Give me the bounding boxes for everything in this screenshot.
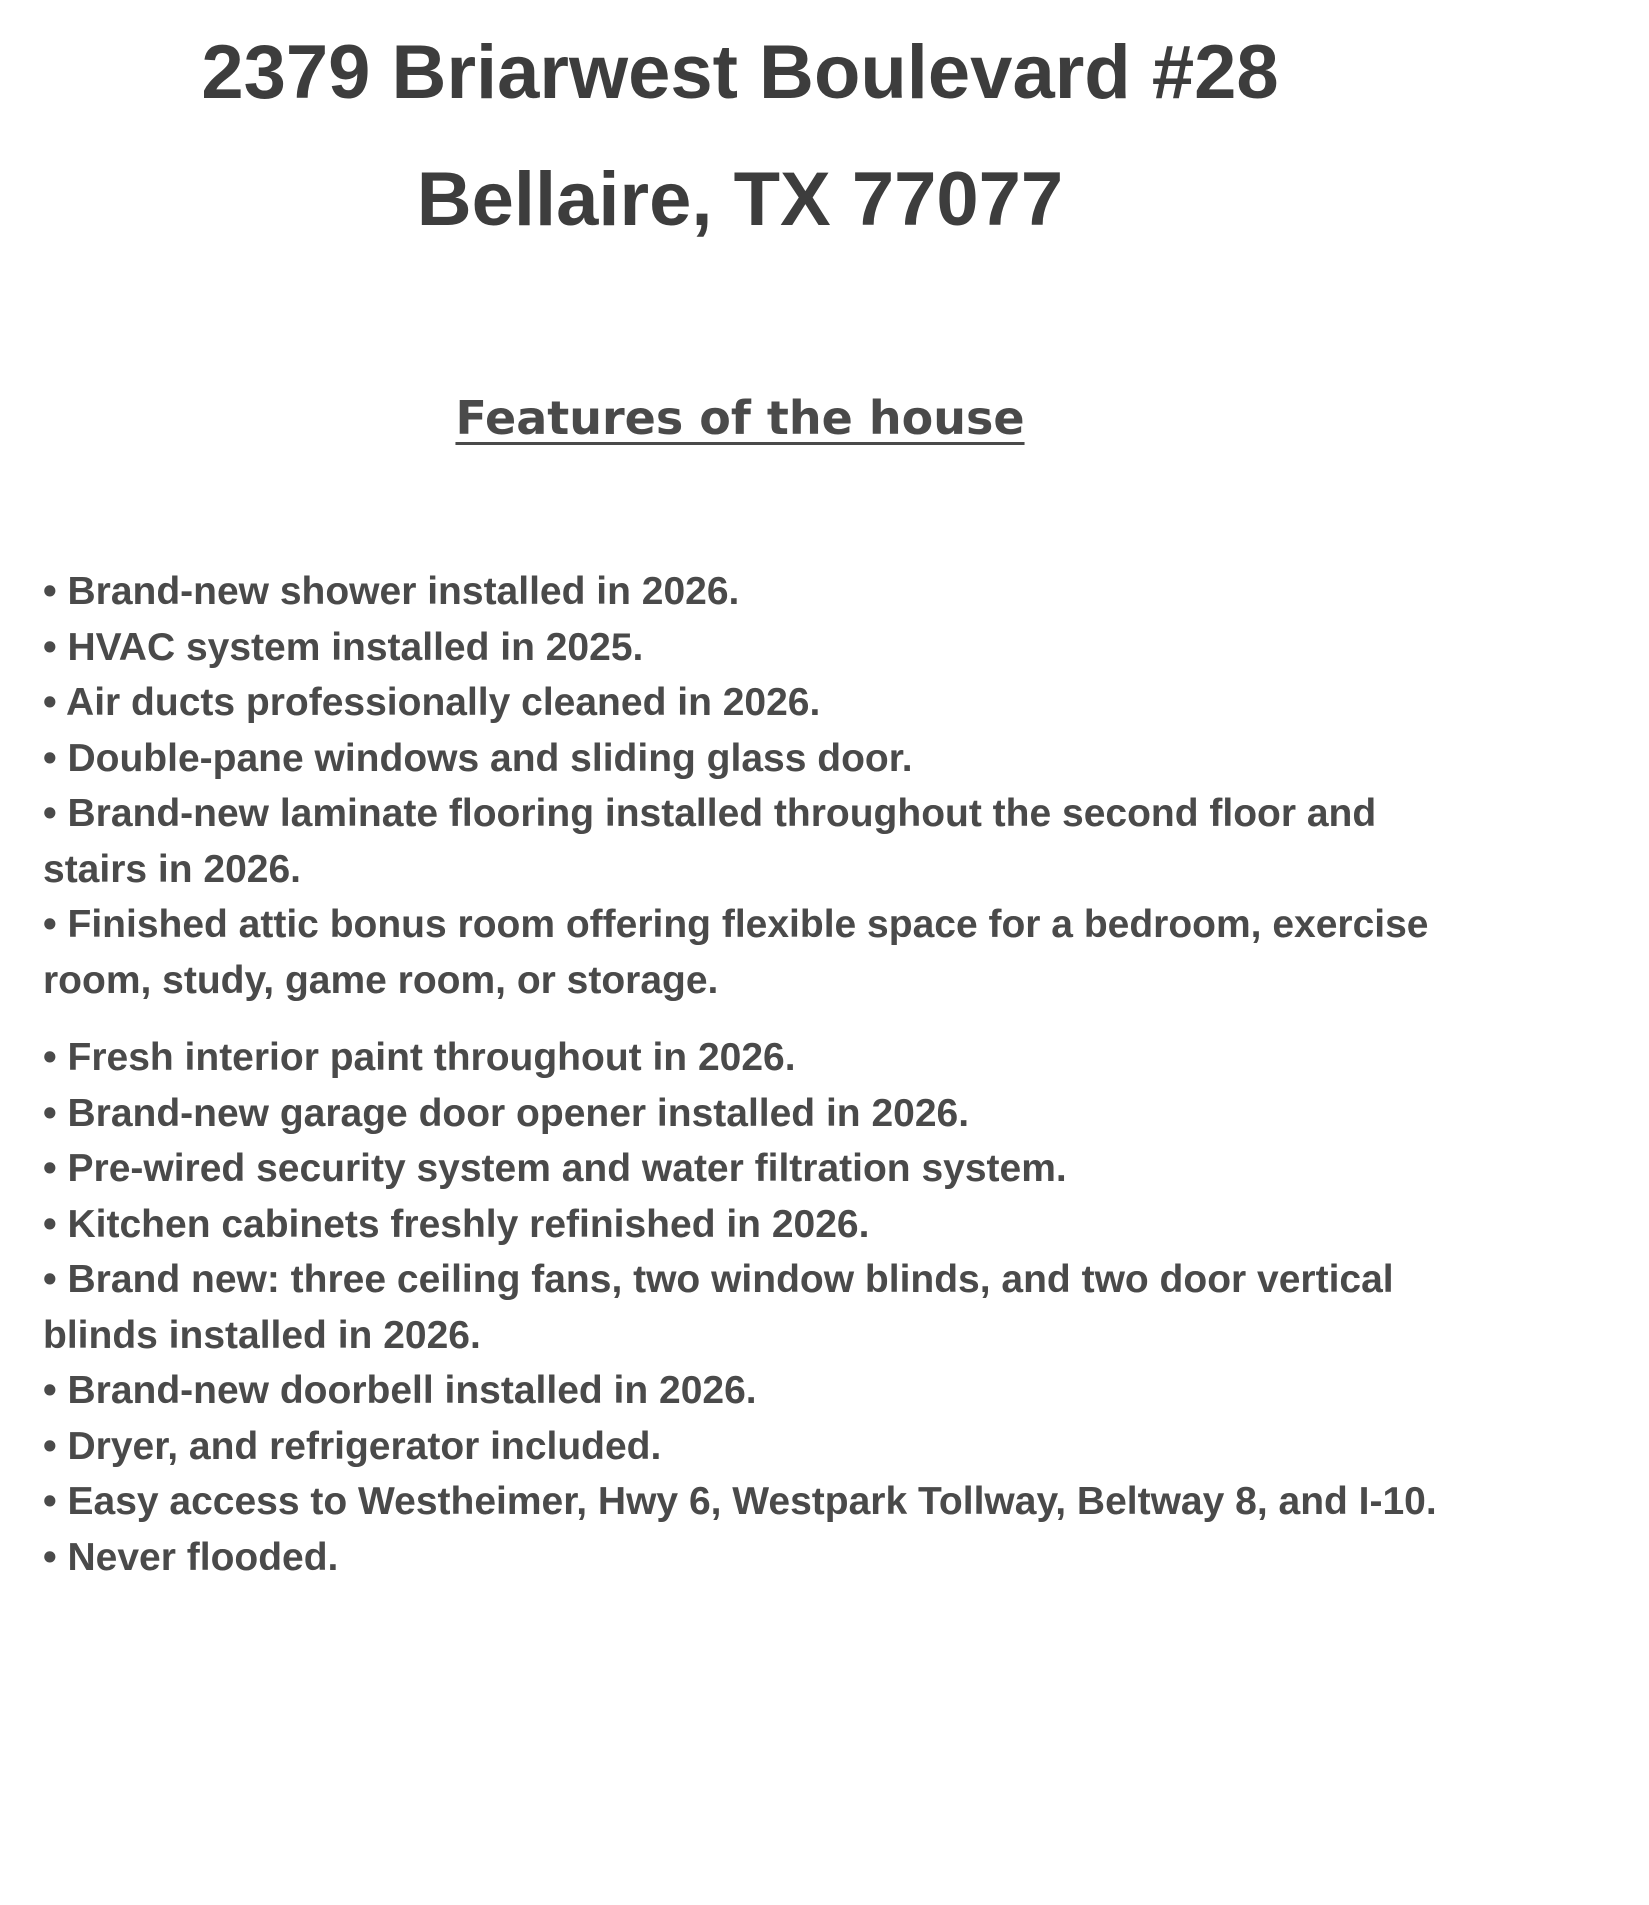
feature-item bbox=[43, 620, 1463, 676]
address-city-state-zip: Bellaire, TX 77077 bbox=[416, 157, 1064, 242]
bullet: • bbox=[43, 903, 57, 946]
feature-text: Finished attic bonus room offering flexible space for a bedroom, exercise room, study, game room, or storage. bbox=[43, 903, 1429, 1002]
feature-item bbox=[43, 731, 1463, 787]
bullet: • bbox=[43, 1424, 57, 1468]
bullet: • bbox=[43, 1147, 57, 1190]
feature-text: Brand-new garage door opener installed in 2026. bbox=[67, 1091, 970, 1135]
feature-text: Brand-new shower installed in 2026. bbox=[67, 570, 740, 613]
bullet: • bbox=[43, 1258, 57, 1301]
bullet: • bbox=[43, 1480, 57, 1523]
feature-text: Fresh interior paint throughout in 2026. bbox=[67, 1036, 796, 1079]
feature-item bbox=[43, 1030, 1463, 1086]
feature-item bbox=[43, 1141, 1463, 1197]
feature-item bbox=[43, 1474, 1463, 1530]
feature-item bbox=[43, 675, 1463, 731]
section-title bbox=[0, 388, 1480, 448]
address-street: 2379 Briarwest Boulevard #28 bbox=[201, 30, 1279, 115]
bullet: • bbox=[43, 625, 57, 669]
feature-text: Double-pane windows and sliding glass door. bbox=[67, 736, 913, 780]
feature-text: HVAC system installed in 2025. bbox=[67, 625, 644, 669]
feature-item bbox=[43, 1419, 1463, 1475]
feature-text: Dryer, and refrigerator included. bbox=[67, 1424, 662, 1468]
section-title-text: Features of the house bbox=[455, 391, 1025, 445]
feature-item bbox=[43, 1363, 1463, 1419]
bullet: • bbox=[43, 570, 57, 613]
feature-text: Pre-wired security system and water filtration system. bbox=[67, 1147, 1067, 1190]
bullet: • bbox=[43, 1369, 57, 1412]
bullet: • bbox=[43, 1091, 57, 1135]
bullet: • bbox=[43, 1202, 57, 1246]
feature-text: Never flooded. bbox=[67, 1535, 339, 1579]
feature-text: Air ducts professionally cleaned in 2026. bbox=[66, 681, 821, 724]
feature-item bbox=[43, 1252, 1463, 1363]
feature-text: Easy access to Westheimer, Hwy 6, Westpark Tollway, Beltway 8, and I-10. bbox=[67, 1480, 1437, 1523]
feature-item bbox=[43, 1197, 1463, 1253]
feature-text: Brand-new doorbell installed in 2026. bbox=[67, 1369, 757, 1412]
feature-item bbox=[43, 786, 1463, 897]
feature-item bbox=[43, 1530, 1463, 1586]
feature-item bbox=[43, 1086, 1463, 1142]
feature-text: Brand new: three ceiling fans, two window blinds, and two door vertical blinds installed in 2026. bbox=[43, 1258, 1394, 1357]
feature-item bbox=[43, 897, 1463, 1008]
features-list bbox=[43, 564, 1463, 1585]
feature-text: Kitchen cabinets freshly refinished in 2026. bbox=[67, 1202, 870, 1246]
feature-item bbox=[43, 564, 1463, 620]
bullet: • bbox=[43, 1036, 57, 1079]
feature-text: Brand-new laminate flooring installed throughout the second floor and stairs in 2026. bbox=[43, 792, 1377, 891]
bullet: • bbox=[43, 792, 57, 835]
bullet: • bbox=[43, 1535, 57, 1579]
bullet: • bbox=[43, 681, 57, 724]
bullet: • bbox=[43, 736, 57, 780]
